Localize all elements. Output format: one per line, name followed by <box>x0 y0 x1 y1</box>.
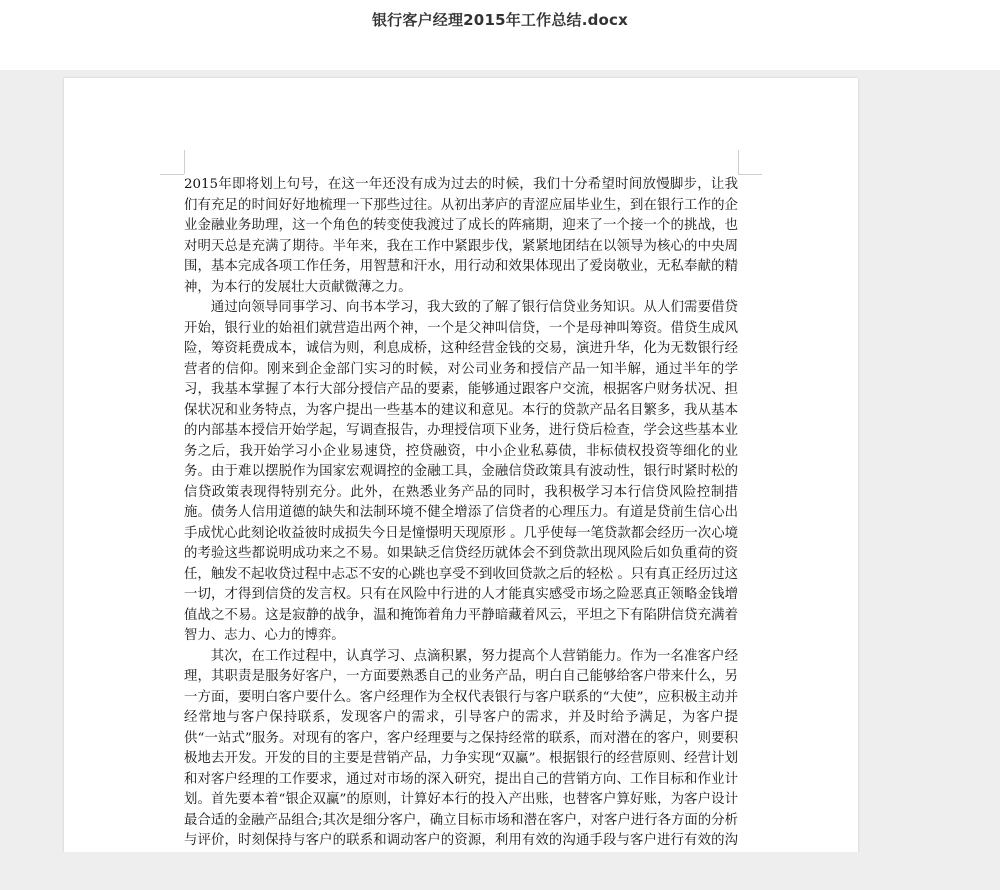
document-title: 银行客户经理2015年工作总结.docx <box>371 11 629 29</box>
crop-mark-top-right-horizontal <box>738 174 762 175</box>
document-page <box>64 78 858 890</box>
paragraph-marketing: 其次，在工作过程中，认真学习、点滴积累，努力提高个人营销能力。作为一名准客户经理，其职责是服务好客户，一方面要熟悉自己的业务产品，明白自己能够给客户带来什么，另一方面，要明白客户要什么。客户经理作为全权代表银行与客户联系的“大使”，应积极主动并经常地与客户保持联系，发现客户的需求，引导客户的需求，并及时给予满足，为客户提供“一站式”服务。对现有的客户，客户经理要与之保持经常的联系，而对潜在的客户，则要积极地去开发。开发的目的主要是营销产品，力争实现“双赢”。根据银行的经营原则、经营计划和对客户经理的工作要求，通过对市场的深入研究，提出自己的营销方向、工作目标和作业计划。首先要本着“银企双赢”的原则，计算好本行的投入产出账，也替客户算好账，为客户设计最合适的金融产品组合;其次是细分客户，确立目标市场和潜在客户，对客户进行各方面的分析与评价，时刻保持与客户的联系和调动客户的资源，利用有效的沟通手段与客户进行有效的沟 <box>184 648 738 848</box>
paragraph-learning: 通过向领导同事学习、向书本学习，我大致的了解了银行信贷业务知识。从人们需要借贷开始，银行业的始祖们就营造出两个神，一个是父神叫信贷，一个是母神叫筹资。借贷生成风险，筹资耗费成本，诚信为则，利息成桥，这种经营金钱的交易，演进升华，化为无数银行经营者的信仰。刚来到企金部门实习的时候，对公司业务和授信产品一知半解，通过半年的学习，我基本掌握了本行大部分授信产品的要素，能够通过跟客户交流，根据客户财务状况、担保状况和业务特点，为客户提出一些基本的建议和意见。本行的贷款产品名目繁多，我从基本的内部基本授信开始学起，写调查报告，办理授信项下业务，进行贷后检查，学会这些基本业务之后，我开始学习小企业易速贷，控贷融资，中小企业私募债，非标债权投资等细化的业务。由于难以摆脱作为国家宏观调控的金融工具，金融信贷政策具有波动性，银行时紧时松的信贷政策表现得特别充分。此外，在熟悉业务产品的同时，我积极学习本行信贷风险控制措施。债务人信用道德的缺失和法制环境不健全增添了信贷者的心理压力。有道是贷前生信心出手成忧心此刻论收益彼时成损失今日是憧憬明天现原形 。几乎使每一笔贷款都会经历一次心境的考验这些都说明成功来之不易。如果缺乏信贷经历就体会不到贷款出现风险后如负重荷的资任，触发不起收贷过程中忐忑不安的心跳也享受不到收回贷款之后的轻松 。只有真正经历过这一切，才得到信贷的发言权。只有在风险中行进的人才能真实感受市场之险恶真正领略金钱增值战之不易。这是寂静的战争，温和掩饰着角力平静暗藏着风云，平坦之下有陷阱信贷充满着智力、志力、心力的博弈。 <box>184 300 738 643</box>
document-viewer[interactable] <box>0 70 1000 890</box>
paragraph-intro: 2015年即将划上句号，在这一年还没有成为过去的时候，我们十分希望时间放慢脚步，让我们有充足的时间好好地梳理一下那些过往。从初出茅庐的青涩应届毕业生，到在银行工作的企业金融业务助理，这一个角色的转变使我渡过了成长的阵痛期，迎来了一个接一个的挑战，也对明天总是充满了期待。半年来，我在工作中紧跟步伐，紧紧地团结在以领导为核心的中央周围，基本完成各项工作任务，用智慧和汗水，用行动和效果体现出了爱岗敬业，无私奉献的精神，为本行的发展壮大贡献微薄之力。 <box>184 177 738 295</box>
document-body <box>184 175 738 872</box>
crop-mark-top-left <box>184 150 185 174</box>
crop-mark-top-left-horizontal <box>160 174 184 175</box>
title-bar <box>0 0 1000 70</box>
crop-mark-top-right <box>738 150 739 174</box>
bottom-bar <box>0 852 1000 890</box>
